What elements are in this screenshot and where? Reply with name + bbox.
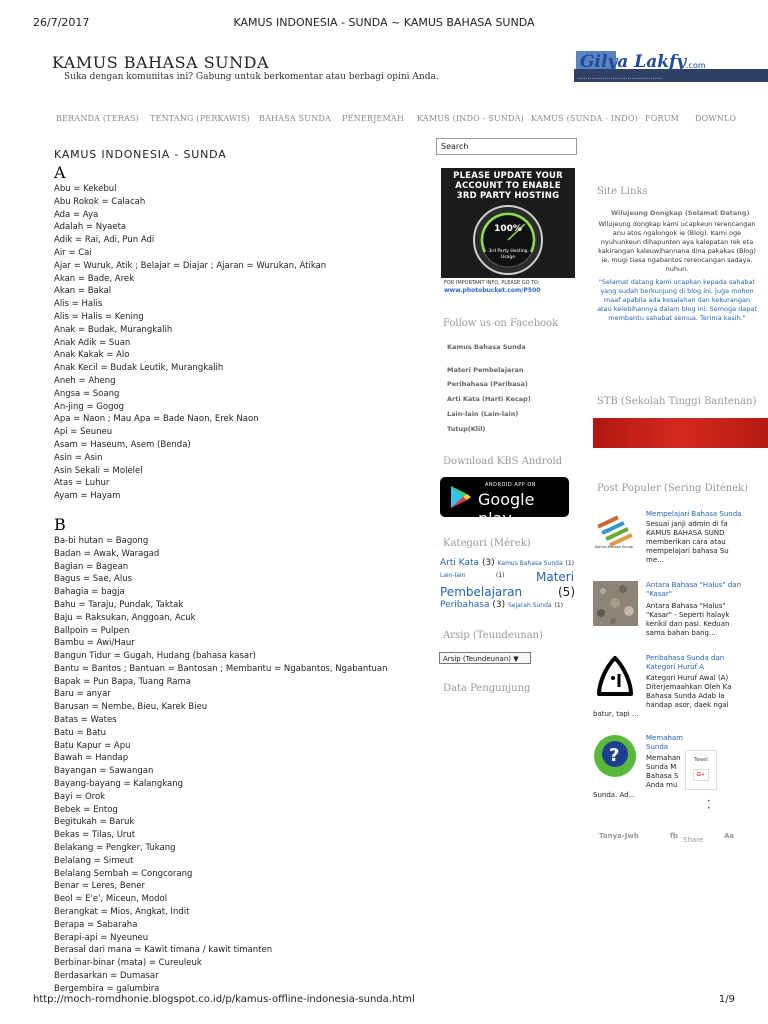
category-link-kamus[interactable]: Kamus Bahasa Sunda [497, 560, 563, 567]
print-title: KAMUS INDONESIA - SUNDA ~ KAMUS BAHASA SUNDA [233, 16, 535, 29]
share-popup: Tweet G+ [685, 750, 717, 790]
popular-post[interactable]: Kamus Bahasa Sunda Mempelajari Bahasa Sunda Sesuai janji admin di fa KAMUS BAHASA SUND memberikan cara atau mempelajari bahasa Su me... [595, 510, 742, 564]
main-nav [0, 114, 736, 128]
print-page-number: 1/9 [718, 994, 735, 1005]
gravel-thumbnail [593, 581, 638, 626]
svg-text:.com: .com [686, 61, 706, 70]
dictionary-entry: Bapak = Pun Bapa, Tuang Rama [54, 676, 191, 687]
dictionary-entry: Batu Kapur = Apu [54, 740, 131, 751]
stb-title: STB (Sekolah Tinggi Bantenan) [597, 396, 757, 407]
fb-item[interactable]: Lain-lain (Lain-lain) [447, 410, 519, 418]
gauge-icon [471, 204, 545, 276]
dictionary-entry: Belalang Sembah = Congcorang [54, 868, 193, 879]
google-play-icon [450, 485, 472, 509]
section-letter: B [54, 514, 66, 534]
dictionary-entry: Asin = Asin [54, 452, 103, 463]
nav-item-kamus-sunda-indo[interactable]: KAMUS (SUNDA - INDO) [531, 114, 638, 123]
tab-aa[interactable]: Aa [724, 832, 735, 840]
popular-posts-title: Post Populer (Sering Ditének) [597, 483, 749, 494]
dictionary-entry: Bergembira = galumbira [54, 983, 160, 994]
category-row: Lain-lain (1) Materi [440, 570, 575, 584]
gplus-icon[interactable]: G+ [693, 769, 709, 781]
dictionary-entry: Badan = Awak, Waragad [54, 548, 160, 559]
letter-a-thumbnail [593, 654, 638, 699]
share-label[interactable]: Share [683, 836, 704, 844]
category-row: Arti Kata (3) Kamus Bahasa Sunda (1) [440, 558, 575, 568]
dictionary-entry: Bantu = Bantos ; Bantuan = Bantosan ; Membantu = Ngabantos, Ngabantuan [54, 663, 388, 674]
gauge-value: 100% [494, 224, 522, 234]
dictionary-entry: Bawah = Handap [54, 753, 129, 764]
dictionary-entry: Alis = Halis [54, 299, 103, 310]
android-widget-title: Download KBS Android [443, 456, 563, 467]
fb-item[interactable]: Tutup(Klil) [447, 425, 486, 433]
dictionary-entry: Bagus = Sae, Alus [54, 574, 133, 585]
archive-widget-title: Arsip (Teundeunan) [443, 630, 544, 641]
page-title: KAMUS INDONESIA - SUNDA [54, 148, 227, 161]
dictionary-entry: Air = Cai [54, 247, 92, 258]
dictionary-entry: Belalang = Simeut [54, 855, 134, 866]
nav-item-penerjemah[interactable]: PENERJEMAH [342, 114, 405, 123]
dictionary-entry: Ada = Aya [54, 209, 99, 220]
category-link-arti-kata[interactable]: Arti Kata [440, 558, 480, 568]
dictionary-entry: An-jing = Gogog [54, 401, 125, 412]
dictionary-entry: Bayangan = Sawangan [54, 766, 154, 777]
dictionary-entry: Bahagia = bagja [54, 587, 125, 598]
category-row: Pembelajaran (5) [440, 585, 575, 599]
dictionary-entry: Anak Adik = Suan [54, 337, 131, 348]
sitelinks-title: Site Links [597, 186, 648, 197]
svg-text:..............................: ............................................ [578, 74, 662, 81]
fb-item[interactable]: Kamus Bahasa Sunda [447, 343, 526, 351]
dictionary-entry: Bayi = Orok [54, 791, 106, 802]
welcome-marquee: Wilujeung Dongkap (Selamat Datang) [611, 209, 750, 217]
pagination-dots: • • [707, 798, 711, 812]
dictionary-entry: Belakang = Pengker, Tukang [54, 843, 176, 854]
category-row: Peribahasa (3) Sejarah Sunda (1) [440, 600, 563, 610]
dictionary-entry: Bayang-bayang = Kalangkang [54, 779, 184, 790]
svg-text:?: ? [609, 745, 620, 766]
print-footer [0, 994, 768, 1010]
section-letter: A [54, 163, 66, 182]
dictionary-entry: Anak Kakak = Alo [54, 350, 130, 361]
blog-title[interactable]: KAMUS BAHASA SUNDA [52, 53, 270, 72]
post-title[interactable]: Memaham [646, 734, 683, 742]
print-url: http://moch-romdhonie.blogspot.co.id/p/kamus-offline-indonesia-sunda.html [33, 994, 415, 1005]
dictionary-entry: Batas = Wates [54, 715, 117, 726]
popular-post[interactable]: Antara Bahasa "Halus" dan "Kasar" Antara Bahasa "Halus" "Kasar" - Seperti halayk kerikil dan pasi. Keduan sama bahan bang... [593, 581, 768, 631]
ad-link[interactable]: www.photobucket.com/P500 [444, 287, 541, 294]
dictionary-entry: Adik = Rai, Adi, Pun Adi [54, 235, 155, 246]
question-thumbnail [593, 734, 638, 779]
categories-widget-title: Kategori (Mérek) [443, 538, 531, 549]
dictionary-entry: Ba-bi hutan = Bagong [54, 535, 149, 546]
print-date: 26/7/2017 [33, 16, 90, 29]
popular-post[interactable]: Peribahasa Sunda dan Kategori Huruf A Kategori Huruf Awal (A) Diterjemaahkan Oleh Ka Bahasa Sunda Adab la handap asor, daek ngal batur, tapi ... [593, 654, 732, 718]
post-title[interactable]: Mempelajari Bahasa Sunda [646, 510, 742, 518]
dictionary-entry: Bangun Tidur = Gugah, Hudang (bahasa kasar) [54, 651, 256, 662]
fb-item[interactable]: Arti Kata (Harti Kecap) [447, 395, 531, 403]
category-link-peribahasa[interactable]: Peribahasa [440, 600, 490, 610]
dictionary-entry: Berapi-api = Nyeuneu [54, 932, 149, 943]
dictionary-entry: Bagian = Bagean [54, 561, 129, 572]
dictionary-entry: Akan = Bade, Arek [54, 273, 135, 284]
post-title[interactable]: Antara Bahasa "Halus" dan [646, 581, 742, 589]
dictionary-entry: Adalah = Nyaeta [54, 222, 127, 233]
nav-item-bahasa-sunda[interactable]: BAHASA SUNDA [259, 114, 332, 123]
dictionary-entry: Atas = Luhur [54, 478, 110, 489]
post-title[interactable]: Peribahasa Sunda dan [646, 654, 725, 662]
tab-tanya-jawab[interactable]: Tanya-Jwb [599, 832, 639, 840]
fb-item[interactable]: Peribahasa (Paribasa) [447, 380, 528, 388]
dictionary-entry: Api = Seuneu [54, 427, 113, 438]
dictionary-entry: Abu = Kekebul [54, 184, 117, 194]
svg-text:Gilya Lakfy: Gilya Lakfy [580, 52, 687, 72]
stb-banner-image[interactable] [593, 418, 768, 448]
category-link-lain-lain[interactable]: Lain-lain [440, 572, 466, 579]
popular-post[interactable]: ? Memaham Sunda Memahan Sunda M Bahasa S Anda mu Sunda. Ad... Tweet G+ • • [593, 734, 768, 804]
print-header [0, 16, 768, 32]
dictionary-entry: Bebek = Entog [54, 804, 118, 815]
dictionary-entry: Baru = anyar [54, 689, 111, 700]
search-input[interactable]: Search [436, 138, 577, 155]
category-link-sejarah[interactable]: Sejarah Sunda [508, 602, 552, 609]
dictionary-entry: Beol = E'e', Miceun, Modol [54, 894, 168, 905]
fb-item[interactable]: Materi Pembelajaran [447, 366, 524, 374]
dictionary-entry: Anak Kecil = Budak Leutik, Murangkalih [54, 363, 224, 374]
dictionary-entry: Apa = Naon ; Mau Apa = Bade Naon, Erek Naon [54, 414, 259, 425]
nav-item-kamus-indo-sunda[interactable]: KAMUS (INDO - SUNDA) [417, 114, 524, 123]
dictionary-entry: Benar = Leres, Bener [54, 881, 146, 892]
google-play-badge[interactable]: ANDROID APP ON Google play [440, 477, 569, 517]
welcome-text: Wilujeung dongkap kami ucapkeun rerencangan anu atos ngalongok ie (Blog). Kami oge nyuhunkeun dihapunten aya kalepatan rek eta kakirangan kaleuwihannana dina pakakas (Blog) ie, mugi tiasa ngabantos rerencangan sadaya. nuhun. [598, 220, 756, 273]
dictionary-entry: Bambu = Awi/Haur [54, 638, 135, 649]
dictionary-entry: Aneh = Aheng [54, 375, 116, 386]
ad-footer: FOR IMPORTANT INFO, PLEASE GO TO: www.photobucket.com/P500 [441, 278, 575, 297]
dictionary-entry: Asam = Haseum, Asem (Benda) [54, 439, 191, 450]
dictionary-entry: Alis = Halis = Kening [54, 311, 144, 322]
nav-item-beranda[interactable]: BERANDA (TERAS) [56, 114, 139, 123]
blog-description: Suka dengan komunitas ini? Gabung untuk berkomentar atau berbagi opini Anda. [64, 72, 439, 82]
dictionary-entry: Akan = Bakal [54, 286, 112, 297]
welcome-quote: "Selamat datang kami ucapkan kepada sahabat yang sudah berkunjung di blog ini, juga mohon maaf apabila ada kesalahan dan kekurangan atau kelebihannya dalam blog ini. Semoga dapat membantu sahabat semua. Terima kasih." [597, 278, 757, 322]
dictionary-entry: Asin Sekali = Molelel [54, 465, 143, 476]
nav-item-forum[interactable]: FORUM [645, 114, 680, 123]
dictionary-entry: Angsa = Soang [54, 388, 120, 399]
category-link-pembelajaran[interactable]: Pembelajaran [440, 585, 523, 599]
archive-select[interactable]: Arsip (Teundeunan) ▼ [439, 652, 531, 664]
sitelinks-box [593, 209, 763, 349]
tab-fb[interactable]: fb [670, 832, 679, 840]
gauge-caption: 3rd Party Hosting Usage [488, 249, 528, 260]
facebook-widget-title: Follow us on Facebook [443, 318, 559, 329]
site-logo[interactable] [574, 49, 768, 83]
nav-item-tentang[interactable]: TENTANG (PERKAWIS) [150, 114, 250, 123]
dictionary-entry: Berdasarkan = Dumasar [54, 971, 159, 982]
dictionary-entry: Ajar = Wuruk, Atik ; Belajar = Diajar ; Ajaran = Wurukan, Atikan [54, 260, 327, 271]
dictionary-entry: Anak = Budak, Murangkalih [54, 324, 173, 335]
dictionary-entry: Ayam = Hayam [54, 491, 121, 502]
dictionary-entry: Berangkat = Mios, Angkat, Indit [54, 907, 190, 918]
nav-item-download[interactable]: DOWNLO [695, 114, 736, 123]
dictionary-entry: Berapa = Sabaraha [54, 919, 138, 930]
ad-headline: PLEASE UPDATE YOUR ACCOUNT TO ENABLE 3RD PARTY HOSTING [453, 171, 563, 201]
visitors-widget-title: Data Pengunjung [443, 683, 531, 694]
dictionary-sections [54, 163, 434, 996]
dictionary-entry: Berasal dari mana = Kawit timana / kawit timanten [54, 945, 273, 956]
dictionary-entry: Ballpoin = Pulpen [54, 625, 130, 636]
dictionary-entry: Bekas = Tilas, Urut [54, 830, 136, 841]
dictionary-entry: Begitukah = Baruk [54, 817, 135, 828]
category-link-materi[interactable]: Materi [536, 570, 575, 584]
dictionary-entry: Bahu = Taraju, Pundak, Taktak [54, 599, 184, 610]
dictionary-entry: Baju = Raksukan, Anggoan, Acuk [54, 612, 196, 623]
dictionary-entry: Barusan = Nembe, Bieu, Karek Bieu [54, 702, 208, 713]
photobucket-ad-banner[interactable] [441, 168, 575, 297]
dictionary-content [54, 148, 434, 996]
dictionary-entry: Abu Rokok = Calacah [54, 196, 146, 207]
dictionary-entry: Berbinar-binar (mata) = Cureuleuk [54, 958, 202, 969]
dictionary-entry: Batu = Batu [54, 727, 107, 738]
